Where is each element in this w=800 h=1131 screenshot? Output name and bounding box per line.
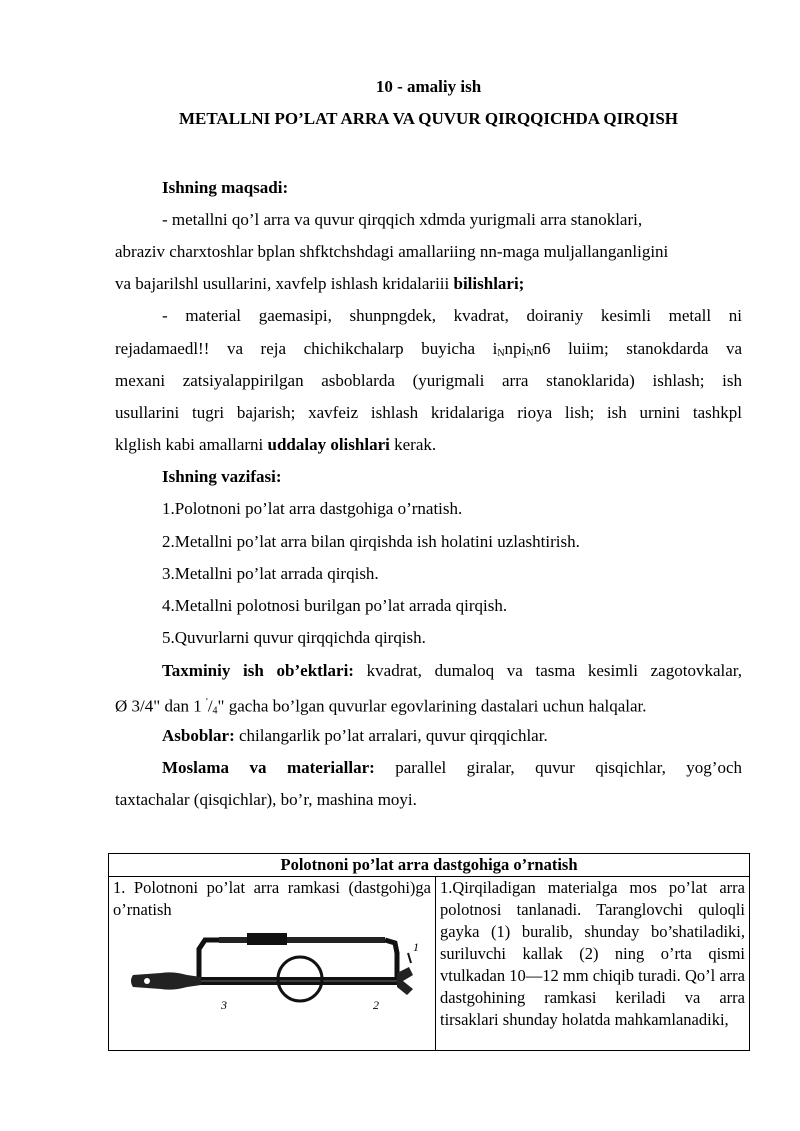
purpose-heading: Ishning maqsadi: [162,178,289,197]
task-item: 5.Quvurlarni quvur qirqqichda qirqish. [162,628,426,647]
purpose-line: klglish kabi amallarni uddalay olishlari kerak. [115,435,437,454]
materials-line: taxtachalar (qisqichlar), bo’r, mashina moyi. [115,790,417,809]
step-cell [109,877,436,1051]
task-item: 2.Metallni po’lat arra bilan qirqishda ish holatini uzlashtirish. [162,532,580,551]
step-title: 1. Polotnoni po’lat arra ramkasi (dastgohi)ga o’rnatish [113,878,431,919]
bold-phrase: uddalay olishlari [267,435,390,454]
purpose-line: usullarini tugri bajarish; xavfeiz ishlash kridalariga rioya lish; ish urnini tashkpl [115,403,742,422]
objects-label: Taxminiy ish ob’ektlari: [162,661,354,680]
objects-line: Ø 3/4" dan 1 $'/_4$" gacha bo’lgan quvurlar egovlarining dastalari uchun halqalar. [115,696,647,717]
tools-line: Asboblar: chilangarlik po’lat arralari, quvur qirqqichlar. [162,726,548,745]
materials-line: Moslama va materiallar: parallel giralar, quvur qisqichlar, yog’och [162,758,742,777]
tools-label: Asboblar: [162,726,235,745]
figure-label: 1 [413,940,419,954]
work-title: METALLNI PO’LAT ARRA VA QUVUR QIRQQICHDA QIRQISH [178,109,679,128]
purpose-line: abraziv charxtoshlar bplan shfktchshdagi amallariing nn-maga muljallanganligini [115,242,669,261]
purpose-line: - material gaemasipi, shunpngdek, kvadrat, doiraniy kesimli metall ni [162,306,742,325]
purpose-line: va bajarilshl usullarini, xavfelp ishlash kridalariii bilishlari; [115,274,525,293]
figure-label: 2 [373,998,379,1012]
tasks-heading: Ishning vazifasi: [162,467,282,486]
hacksaw-figure [127,931,417,1013]
task-item: 3.Metallni po’lat arrada qirqish. [162,564,379,583]
instruction-text: 1.Qirqiladigan materialga mos po’lat arra polotnosi tanlanadi. Taranglovchi quloqli gayka (1) buralib, shunday bo’shatiladiki, suriluvchi kallak (2) ning o’rta qismi vtulkadan 10—12 mm chiqib turadi. Qo’l arra dastgohining ramkasi keriladi va arra tirsaklari shunday holatda mahkamlanadiki, [440,878,745,1029]
purpose-line: - metallni qo’l arra va quvur qirqqich xdmda yurigmali arra stanoklari, [162,210,643,229]
objects-line: Taxminiy ish ob’ektlari: kvadrat, dumaloq va tasma kesimli zagotovkalar, [162,661,742,680]
figure-label: 3 [221,998,227,1012]
task-item: 1.Polotnoni po’lat arra dastgohiga o’rnatish. [162,499,463,518]
work-number: 10 - amaliy ish [375,77,482,96]
table-header: Polotnoni po’lat arra dastgohiga o’rnatish [109,854,750,877]
purpose-line: mexani zatsiyalappirilgan asboblarda (yurigmali arra stanoklarida) ishlash; ish [115,371,742,390]
materials-label: Moslama va materiallar: [162,758,375,777]
purpose-line: rejadamaedl!! va reja chichikchalarp buyicha $i_Nnpi_Nn6$ luiim; stanokdarda va [115,339,742,359]
task-item: 4.Metallni polotnosi burilgan po’lat arrada qirqish. [162,596,508,615]
procedure-table [108,853,750,1051]
bold-phrase: bilishlari; [453,274,525,293]
instruction-cell [436,877,750,1051]
